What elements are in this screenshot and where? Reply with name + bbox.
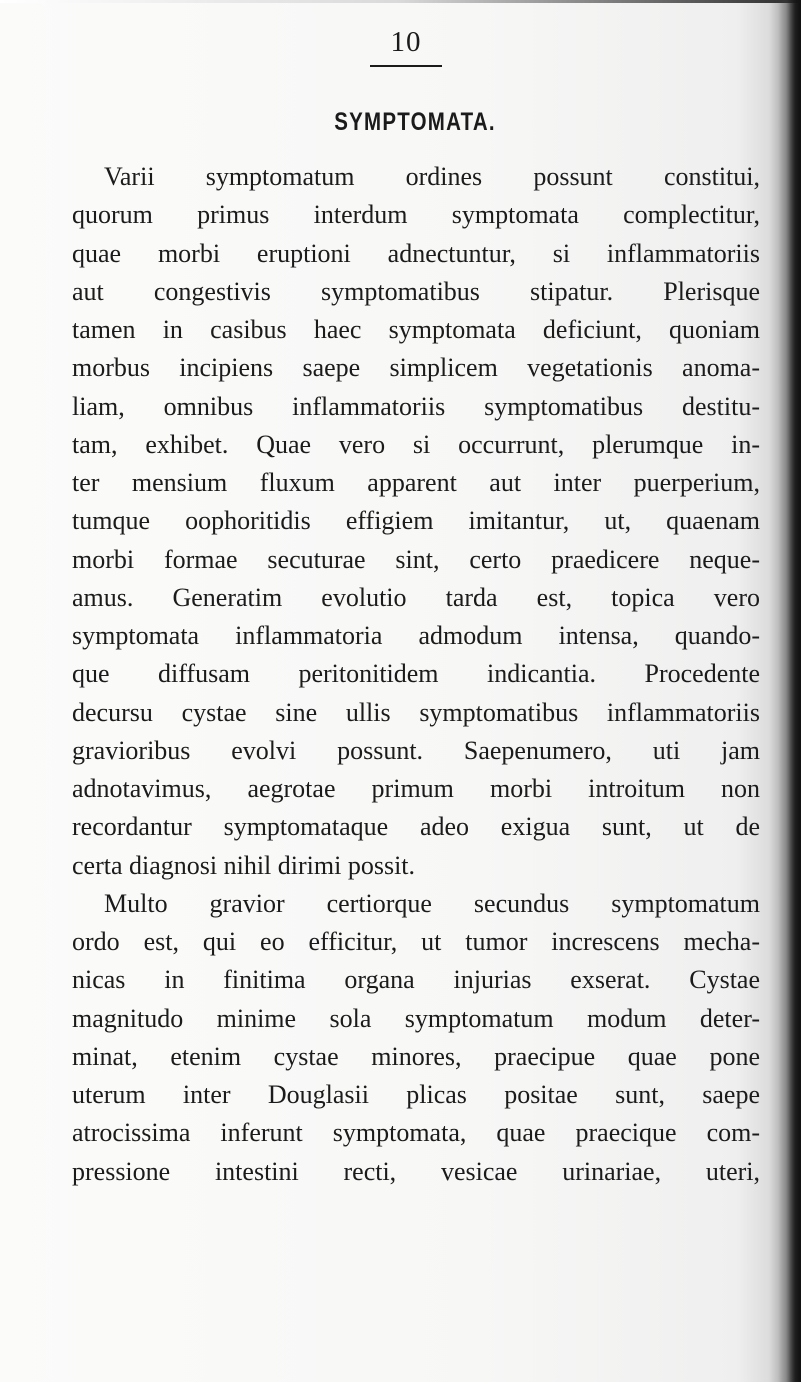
text-line: gravioribus evolvi possunt. Saepenumero, uti jam xyxy=(72,735,760,765)
text-line: Multo gravior certiorque secundus symptomatum xyxy=(104,888,760,918)
text-line: Varii symptomatum ordines possunt constitui, xyxy=(104,162,760,191)
text-line: quae morbi eruptioni adnectuntur, si inflammatoriis xyxy=(72,238,760,268)
text-line: magnitudo minime sola symptomatum modum deter- xyxy=(72,1003,760,1033)
text-line: uterum inter Douglasii plicas positae sunt, saepe xyxy=(72,1080,760,1109)
text-line: tam, exhibet. Quae vero si occurrunt, plerumque in- xyxy=(72,429,760,459)
text-line: symptomata inflammatoria admodum intensa, quando- xyxy=(72,621,760,650)
text-line: amus. Generatim evolutio tarda est, topica vero xyxy=(72,582,760,612)
text-line: morbus incipiens saepe simplicem vegetationis anoma- xyxy=(72,353,760,383)
text-line: decursu cystae sine ullis symptomatibus inflammatoriis xyxy=(72,697,760,727)
text-line: atrocissima inferunt symptomata, quae praecique com- xyxy=(72,1118,760,1148)
text-line: certa diagnosi nihil dirimi possit. xyxy=(72,850,416,880)
page-number-underline xyxy=(370,65,442,67)
text-line: tumque oophoritidis effigiem imitantur, ut, quaenam xyxy=(72,506,760,536)
text-line: aut congestivis symptomatibus stipatur. Plerisque xyxy=(72,276,760,306)
text-line: minat, etenim cystae minores, praecipue quae pone xyxy=(72,1041,760,1071)
body-text xyxy=(72,158,760,1191)
text-line: nicas in finitima organa injurias exserat. Cystae xyxy=(72,965,760,995)
text-line: tamen in casibus haec symptomata deficiunt, quoniam xyxy=(72,315,760,344)
text-line: recordantur symptomataque adeo exigua sunt, ut de xyxy=(72,812,760,842)
page-top-edge xyxy=(0,0,801,3)
text-line: morbi formae secuturae sint, certo praedicere neque- xyxy=(72,544,760,574)
text-line: pressione intestini recti, vesicae urinariae, uteri, xyxy=(72,1156,760,1186)
section-heading: SYMPTOMATA. xyxy=(334,108,496,136)
text-line: quorum primus interdum symptomata complectitur, xyxy=(72,200,760,230)
text-line: ordo est, qui eo efficitur, ut tumor increscens mecha- xyxy=(72,927,760,956)
page-binding-shadow xyxy=(778,0,801,1382)
text-line: adnotavimus, aegrotae primum morbi introitum non xyxy=(72,774,760,803)
text-line: que diffusam peritonitidem indicantia. Procedente xyxy=(72,659,760,689)
page-number: 10 xyxy=(390,26,422,58)
text-line: ter mensium fluxum apparent aut inter puerperium, xyxy=(72,468,760,497)
text-line: liam, omnibus inflammatoriis symptomatibus destitu- xyxy=(72,391,760,421)
